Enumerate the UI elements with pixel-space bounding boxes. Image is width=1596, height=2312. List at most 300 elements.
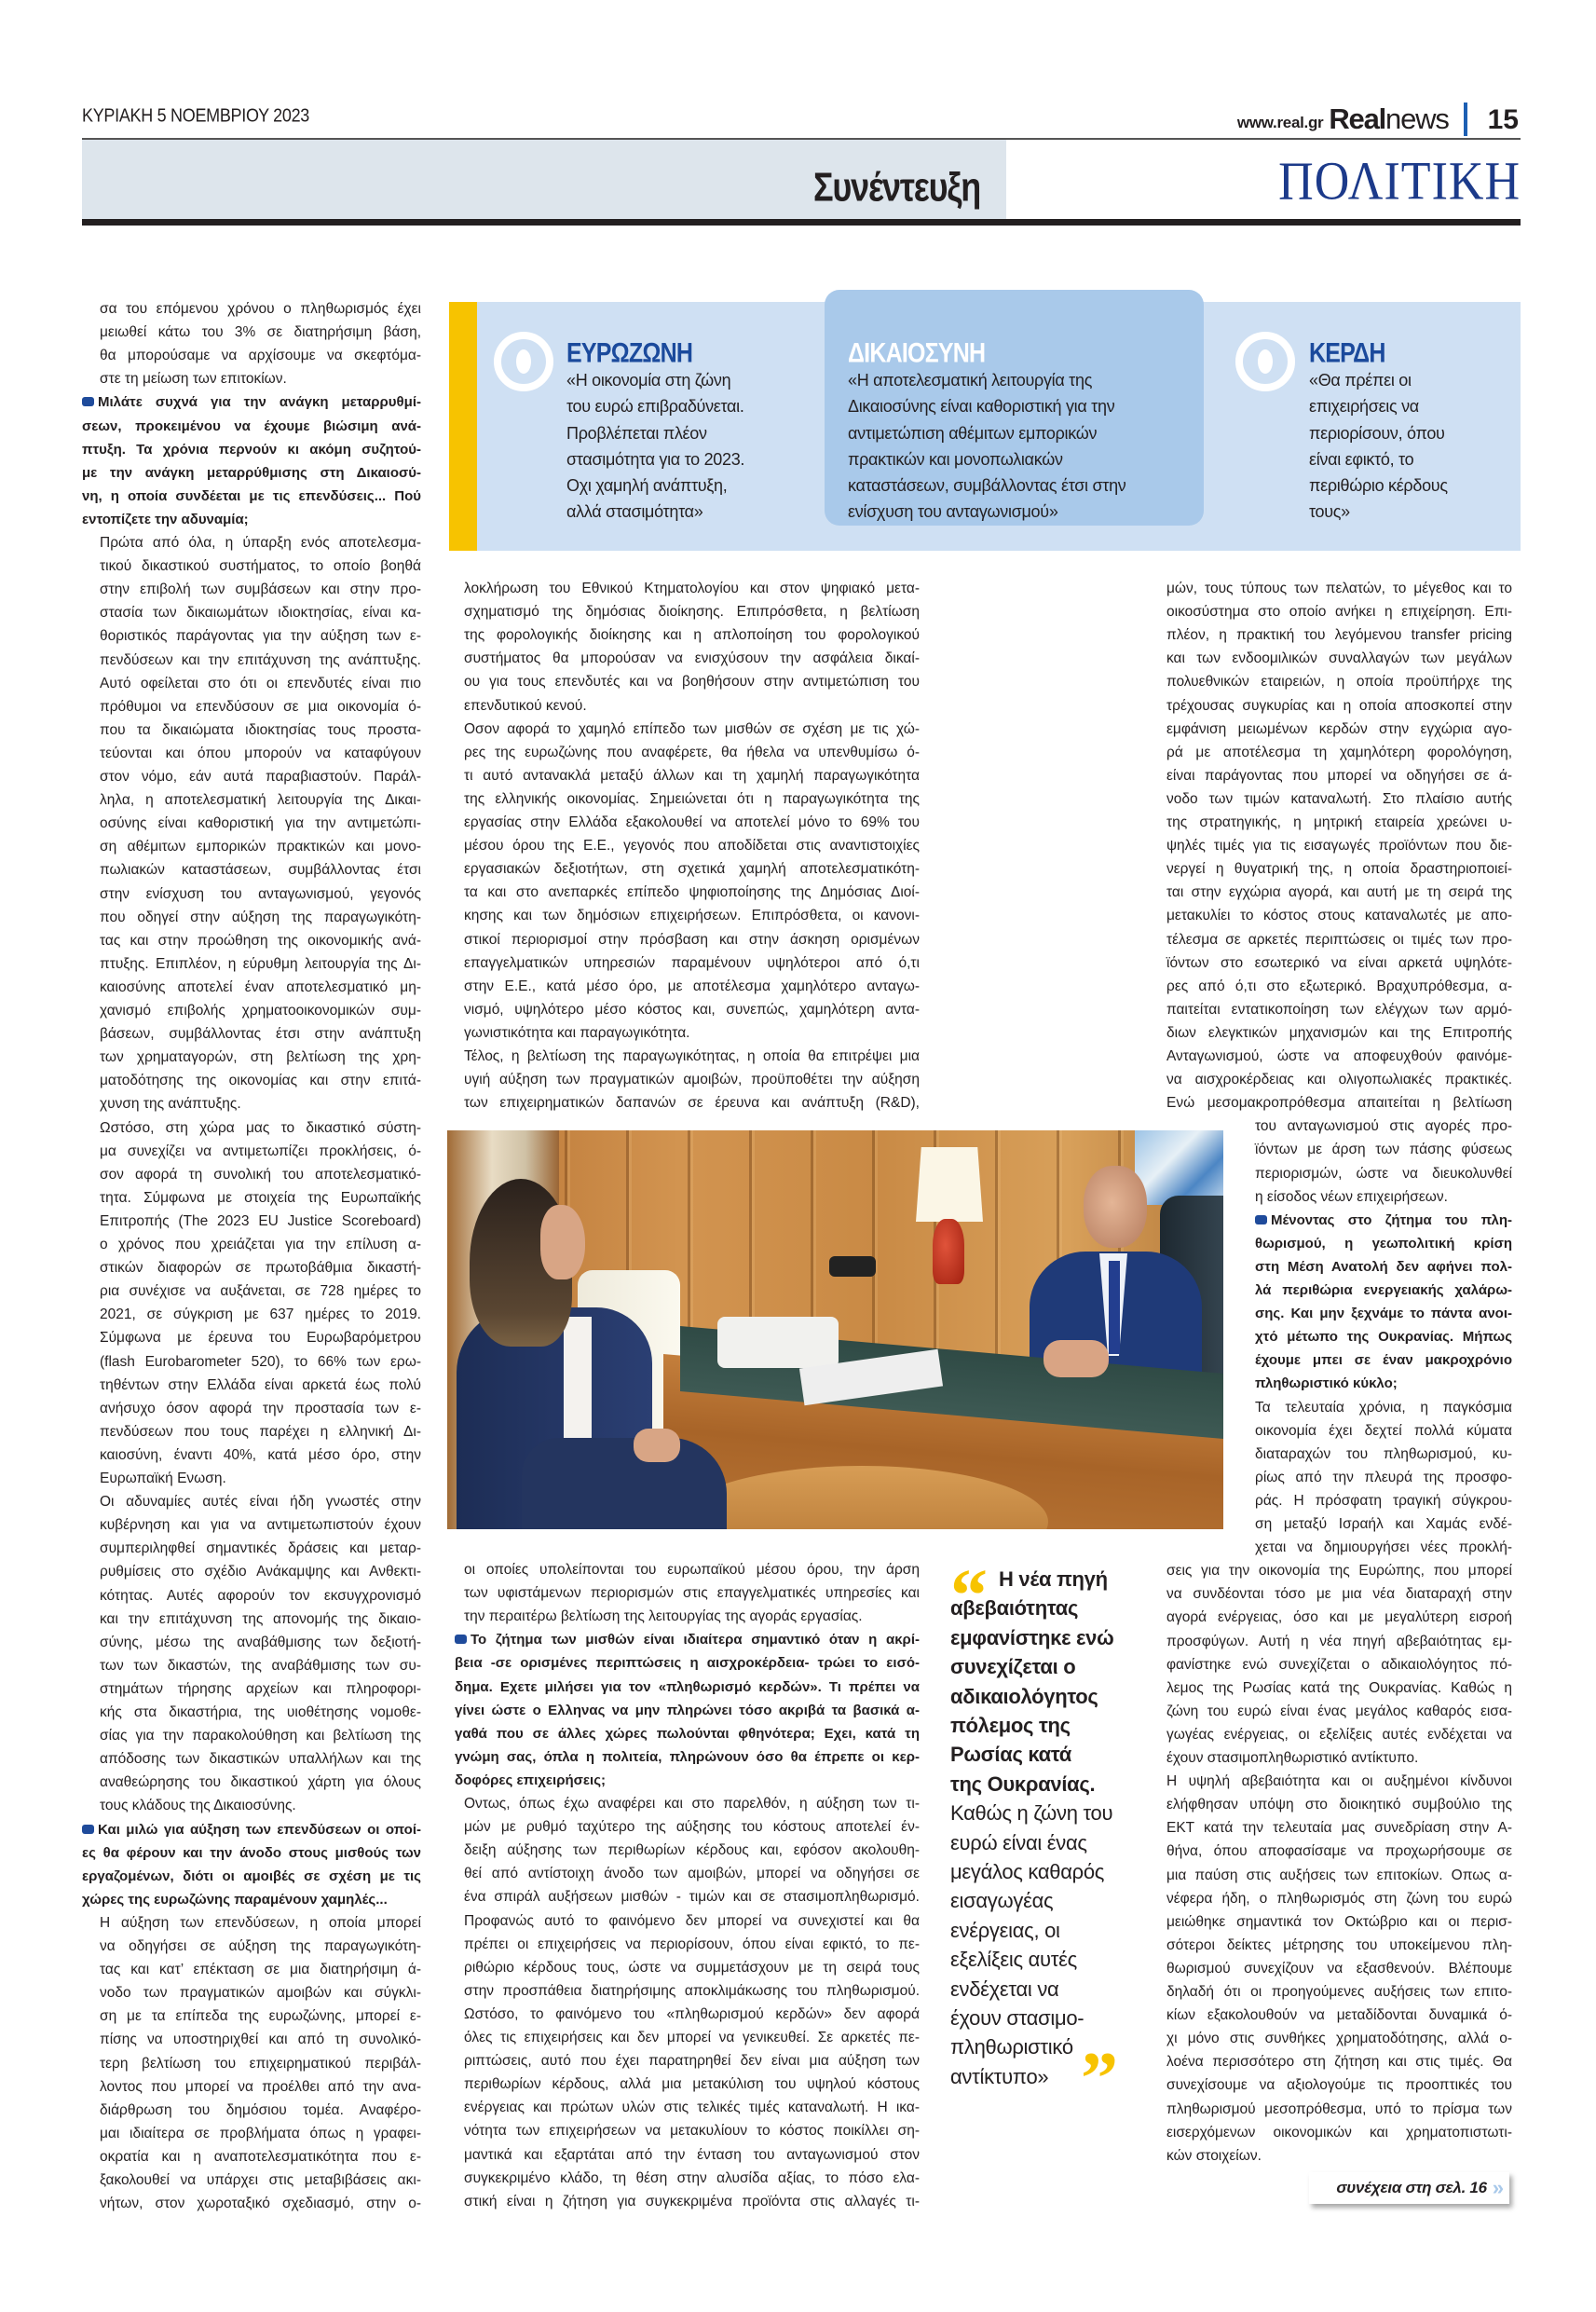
article-line bbox=[464, 1605, 920, 1628]
line-text: εξελίξεις αυτές bbox=[950, 1948, 1077, 1972]
article-line bbox=[464, 904, 920, 927]
line-text: νήτων, στον χωροταξικό σχεδιασμό, στην ο- bbox=[100, 2196, 421, 2212]
line-text: Αυτό οφείλεται στο ότι οι επενδυτές είναι πιο bbox=[100, 675, 421, 691]
article-line bbox=[1166, 647, 1512, 670]
line-text: γνώμη σας, όπλα η πολιτεία, πληρώνουν όσο θα έπρεπε οι κερ- bbox=[455, 1748, 920, 1765]
line-text: ρες από ό,τι στο εξωτερικό. Βραχυπρόθεσμα, α- bbox=[1166, 978, 1512, 994]
article-line bbox=[1166, 2050, 1512, 2073]
line-text: πληθωριστικό κύκλο; bbox=[1255, 1375, 1398, 1392]
article-line bbox=[464, 834, 920, 857]
article-line bbox=[100, 1677, 421, 1701]
article-line bbox=[100, 672, 421, 695]
question-line bbox=[82, 461, 421, 485]
line-text: αδικαιολόγητος bbox=[950, 1684, 1098, 1708]
article-line bbox=[464, 718, 920, 741]
line-text: ται στην εγχώρια αγορά, και αυτή με τη σειρά της bbox=[1166, 884, 1512, 901]
article-line bbox=[100, 1022, 421, 1046]
line-text: με την ανάγκη μεταρρύθμισης στη Δικαιοσύ- bbox=[82, 464, 421, 481]
article-line bbox=[464, 2096, 920, 2119]
line-text: μεγάλος καθαρός bbox=[950, 1860, 1105, 1883]
line-text: οικοσύστημα στο οποίο ανήκει η επιχείρηση. Επι- bbox=[1166, 604, 1512, 621]
line-text: χανισμό επιβολής χρηματοοικονομικών συμ- bbox=[100, 1003, 421, 1019]
article-line bbox=[1255, 1512, 1512, 1536]
article-line bbox=[464, 1581, 920, 1605]
article-line bbox=[464, 1068, 920, 1091]
article-line bbox=[464, 1792, 920, 1815]
article-line bbox=[1166, 2027, 1512, 2050]
line-text: ου για τους επενδυτές και να βοηθήσουν στην αντιμετώπιση του bbox=[464, 674, 920, 691]
article-line bbox=[1255, 1536, 1512, 1559]
highlight-quote-line: «Θα πρέπει οι bbox=[1309, 371, 1412, 390]
line-text: ϊόντων στο εσωτερικό να είναι αρκετά υψηλότε- bbox=[1166, 954, 1512, 971]
article-line bbox=[100, 367, 421, 390]
line-text: λοντος που μπορεί να προέλθει από την ανα- bbox=[100, 2078, 421, 2095]
line-text: σίας για την παρακολούθηση και βελτίωση της bbox=[100, 1728, 421, 1744]
highlight-quote-line: του ευρώ επιβραδύνεται. bbox=[566, 397, 744, 417]
continued-label: συνέχεια στη σελ. 16 bbox=[1336, 2179, 1487, 2196]
header-thick-rule bbox=[82, 219, 1521, 226]
article-line bbox=[1166, 694, 1512, 718]
accent-bar bbox=[449, 302, 477, 551]
article-line bbox=[100, 1467, 421, 1490]
line-text: μετακυλίει το κόστος στους καταναλωτές με απο- bbox=[1166, 908, 1512, 924]
line-text: έχουν στασιμοπληθωριστικό αντίκτυπο. bbox=[1166, 1750, 1419, 1766]
article-line bbox=[1166, 904, 1512, 927]
line-text: να συνδέονται τόσο με μια νέα διαταραχή στην bbox=[1166, 1586, 1512, 1603]
line-text: δοφόρες επιχειρήσεις; bbox=[455, 1772, 606, 1788]
article-line bbox=[1166, 2144, 1512, 2168]
line-text: καιοσύνη, έναντι 40%, κατά μέσο όρο, στην bbox=[100, 1446, 421, 1463]
line-text: θήνα, όπου αποφασίσαμε να προχωρήσουμε σε bbox=[1166, 1843, 1512, 1860]
article-line bbox=[100, 1911, 421, 1935]
line-text: κών στοιχείων. bbox=[1166, 2147, 1262, 2164]
line-text: στον νόμο, εάν αυτά παραβιαστούν. Παράλ- bbox=[100, 769, 421, 785]
article-line bbox=[100, 1490, 421, 1513]
line-text: Η νέα πηγή bbox=[999, 1567, 1108, 1591]
question-line bbox=[1255, 1209, 1512, 1232]
line-text: της ελληνικής οικονομίας. Σημειώνεται ότι η παραγωγικότητα της bbox=[464, 790, 920, 807]
article-line bbox=[100, 1631, 421, 1654]
article-line bbox=[1166, 1091, 1512, 1115]
line-text: εμφανίστηκε ενώ bbox=[950, 1625, 1114, 1649]
pull-quote-line bbox=[950, 1945, 1141, 1974]
line-text: Οντως, όπως έχω αναφέρει και στο παρελθόν, η αύξηση των τι- bbox=[464, 1796, 920, 1812]
line-text: πτυξη. Τα χρόνια περνούν κι ακόμη συζητού- bbox=[82, 441, 421, 458]
line-text: συστήματος θα μπορούσαν να ενισχύσουν την ασφάλεια δικαί- bbox=[464, 650, 920, 667]
line-text: ο χρόνος που χρειάζεται για την επίλυση α- bbox=[100, 1237, 421, 1252]
line-text: Οσον αφορά το χαμηλό επίπεδο των μισθών σε σχέση με τις χώ- bbox=[464, 720, 920, 737]
article-line bbox=[100, 2168, 421, 2192]
line-text: της Ουκρανίας. bbox=[950, 1772, 1096, 1796]
question-line bbox=[455, 1745, 920, 1769]
article-line bbox=[100, 624, 421, 648]
line-text: νοδο των τιμών καταναλωτή. Στο πλαίσιο αυτής bbox=[1166, 790, 1512, 807]
line-text: δημα. Εχετε μιλήσει για τον «πληθωρισμό κερδών». Τι πρέπει να bbox=[455, 1678, 920, 1695]
line-text: οι οποίες υπολείπονται του ευρωπαϊκού μέσου όρου, την άρση bbox=[464, 1562, 920, 1578]
line-text: ριπτώσεις, αυτό που έχει παρατηρηθεί δεν είναι μια αύξηση των bbox=[464, 2053, 920, 2070]
article-line bbox=[464, 857, 920, 881]
pull-quote-line bbox=[950, 1857, 1141, 1886]
article-line bbox=[100, 2075, 421, 2099]
highlight-quote-line: περιθώριο κέρδους bbox=[1309, 476, 1448, 496]
line-text: ες θα φέρουν και την άνοδο στους μισθούς των bbox=[82, 1844, 421, 1861]
pull-quote-line bbox=[950, 1770, 1141, 1799]
article-line bbox=[1166, 1653, 1512, 1676]
line-text: απόδοσης των δικαστικών υπαλλήλων και της bbox=[100, 1751, 421, 1768]
line-text: εντοπίζετε την αδυναμία; bbox=[82, 511, 249, 527]
pull-quote-line bbox=[950, 2032, 1141, 2061]
highlight-quote-line: στασιμότητα για το 2023. bbox=[566, 449, 745, 469]
line-text: Σύμφωνα με έρευνα του Ευρωβαρόμετρου bbox=[100, 1330, 421, 1347]
line-text: Προφανώς αυτό το φαινόμενο δεν μπορεί να συνεχιστεί και θα bbox=[464, 1912, 920, 1929]
article-line bbox=[1166, 998, 1512, 1021]
question-line bbox=[82, 1841, 421, 1865]
line-text: κησης και των δημόσιων επιχειρήσεων. Επιπρόσθετα, οι κανονι- bbox=[464, 908, 920, 924]
line-text: μειώθηκε σημαντικά τον Οκτώβριο και οι περισ- bbox=[1166, 1913, 1512, 1930]
article-line bbox=[1166, 1559, 1512, 1582]
article-line bbox=[100, 1233, 421, 1256]
article-line bbox=[100, 1140, 421, 1163]
line-text: μα συνεχίζει να αντιμετωπίζει προκλήσεις, ό- bbox=[100, 1142, 421, 1159]
highlight-quote-line: Δικαιοσύνης είναι καθοριστική για την bbox=[848, 397, 1115, 417]
line-text: τι αυτό αντανακλά μεταξύ άλλων και τη χαμηλή παραγωγικότητα bbox=[464, 767, 920, 784]
line-text: των υφιστάμενων περιορισμών στις επαγγελματικές υπηρεσίες και bbox=[464, 1585, 920, 1602]
article-line bbox=[1166, 1700, 1512, 1723]
line-text: ΕΚΤ κατά την τελευταία μας συνεδρίαση στην Α- bbox=[1166, 1820, 1512, 1837]
pull-quote-line bbox=[950, 2004, 1141, 2032]
line-text: τας και στην προώθηση της οικονομικής ανά- bbox=[100, 932, 421, 949]
pull-quote-line bbox=[950, 1975, 1141, 2004]
line-text: συμπεριληφθεί σημαντικές δράσεις και μεταρ- bbox=[100, 1540, 421, 1557]
line-text: γωγέας ενέργειας, οι εξελίξεις αυτές ενδέχεται να bbox=[1166, 1726, 1512, 1743]
question-line bbox=[455, 1676, 920, 1699]
article-line bbox=[100, 1374, 421, 1397]
question-line bbox=[82, 1865, 421, 1888]
article-line bbox=[100, 1654, 421, 1677]
continued-on-page-link[interactable] bbox=[1309, 2172, 1509, 2204]
line-text: περιθωρίων κέρδους, αλλά μια μετακύλιση του υψηλού κόστους bbox=[464, 2076, 920, 2093]
line-text: ενέργειας και πρώτων υλών στις τελικές τιμές καταναλωτή. Η ικα- bbox=[464, 2100, 920, 2116]
article-line bbox=[464, 1558, 920, 1581]
question-bullet-icon bbox=[455, 1635, 467, 1644]
highlight-title: ΔΙΚΑΙΟΣΥΝΗ bbox=[848, 337, 986, 369]
line-text: Ωστόσο, το φαινόμενο του «πληθωρισμού κερδών» δεν αφορά bbox=[464, 2005, 920, 2022]
question-line bbox=[455, 1722, 920, 1745]
line-text: στε τη μείωση των επιτοκίων. bbox=[100, 371, 287, 388]
article-line bbox=[1166, 857, 1512, 881]
article-line bbox=[464, 577, 920, 600]
line-text: εισαγωγέας bbox=[950, 1889, 1054, 1913]
line-text: οσύνης είναι καθοριστική για την αντιμετώπι- bbox=[100, 815, 421, 832]
question-line bbox=[82, 508, 421, 531]
pull-quote-line bbox=[999, 1565, 1141, 1594]
target-circle-icon bbox=[1235, 332, 1295, 391]
line-text: ψηλές τιμές για τις εισαγωγές προϊόντων που διε- bbox=[1166, 838, 1512, 855]
article-line bbox=[464, 1862, 920, 1885]
article-line bbox=[1166, 1676, 1512, 1700]
question-line bbox=[82, 390, 421, 414]
article-line bbox=[100, 1607, 421, 1631]
line-text: συγκεκριμένο κλάδο, τη θέση στην αλυσίδα αξίας, το πόσο ελα- bbox=[464, 2169, 920, 2186]
line-text: κότητας. Αυτές αφορούν τον εκσυγχρονισμό bbox=[100, 1587, 421, 1604]
article-line bbox=[100, 929, 421, 952]
article-line bbox=[464, 928, 920, 951]
article-line bbox=[464, 1045, 920, 1068]
question-line bbox=[1255, 1279, 1512, 1302]
article-line bbox=[1166, 1840, 1512, 1863]
article-line bbox=[100, 1069, 421, 1092]
line-text: σύνης, μέσω της αναβάθμισης των δεξιοτή- bbox=[100, 1634, 421, 1650]
highlight-title: ΚΕΡΔΗ bbox=[1309, 337, 1385, 369]
line-text: διαταραχών του πληθωρισμού, κυ- bbox=[1255, 1445, 1512, 1462]
article-line bbox=[1166, 1770, 1512, 1793]
line-text: των των δικαστών, της αναβάθμισης των συ- bbox=[100, 1657, 421, 1674]
line-text: των επιχειρηματικών δαπανών σε έρευνα και ανάπτυξη (R&D), bbox=[464, 1095, 920, 1112]
article-line bbox=[464, 1909, 920, 1933]
line-text: Η υψηλή αβεβαιότητα και οι αυξημένοι κίνδυνοι bbox=[1166, 1773, 1512, 1790]
highlight-quote bbox=[1309, 367, 1448, 526]
article-line bbox=[1166, 1068, 1512, 1091]
pull-quote-line bbox=[950, 1828, 1141, 1857]
page-number: 15 bbox=[1487, 104, 1519, 135]
article-line bbox=[100, 2028, 421, 2051]
line-text: υγιή αύξηση των πραγματικών αμοιβών, προϋποθέτει την αύξηση bbox=[464, 1072, 920, 1088]
issue-date: ΚΥΡΙΑΚΗ 5 ΝΟΕΜΒΡΙΟΥ 2023 bbox=[82, 104, 310, 126]
article-line bbox=[1166, 764, 1512, 787]
article-line bbox=[1166, 2073, 1512, 2097]
line-text: γωνιστικότητα και παραγωγικότητα. bbox=[464, 1024, 690, 1041]
article-line bbox=[100, 952, 421, 976]
article-line bbox=[100, 999, 421, 1022]
highlight-quote-line: είναι εφικτό, το bbox=[1309, 449, 1414, 469]
article-line bbox=[464, 1885, 920, 1908]
line-text: σχηματισμό της δημόσιας διοίκησης. Επιπρόσθετα, η βελτίωση bbox=[464, 604, 920, 621]
line-text: ρίως από την πλευρά της προσφο- bbox=[1255, 1469, 1512, 1485]
line-text: σον αφορά τη συνολική του αποτελεσματικό- bbox=[100, 1166, 421, 1183]
line-text: των χρηματαγορών, στη βελτίωση της χρη- bbox=[100, 1049, 421, 1066]
line-text: λοκλήρωση του Εθνικού Κτηματολογίου και στον ψηφιακό μετα- bbox=[464, 581, 920, 596]
highlight-quote-line: καταστάσεων, συμβάλλοντας έτσι στην bbox=[848, 476, 1126, 496]
line-text: στη Μέση Ανατολή δεν αφήνει πολ- bbox=[1255, 1258, 1512, 1275]
line-text: διων ελεγκτικών μηχανισμών και της Επιτροπής bbox=[1166, 1024, 1512, 1041]
line-text: σα του επόμενου χρόνου ο πληθωρισμός έχει bbox=[100, 301, 421, 317]
article-line bbox=[1166, 1980, 1512, 2004]
line-text: χυνση της ανάπτυξης. bbox=[100, 1096, 241, 1113]
line-text: ρά με αποτέλεσμα τη χαμηλότερη φορολόγηση, bbox=[1166, 744, 1512, 760]
line-text: Μένοντας στο ζήτημα του πλη- bbox=[1271, 1211, 1512, 1228]
article-line bbox=[464, 998, 920, 1021]
site-url[interactable]: www.real.gr bbox=[1236, 114, 1324, 131]
line-text: Τέλος, η βελτίωση της παραγωγικότητας, η οποία θα επιτρέψει μια bbox=[464, 1048, 920, 1064]
line-text: εργασίας στην Ελλάδα εξακολουθεί να αποτελεί μόνο το 69% του bbox=[464, 814, 920, 830]
line-text: νοδο των πραγματικών αμοιβών και σύγκλι- bbox=[100, 1985, 421, 2002]
question-line bbox=[455, 1769, 920, 1792]
line-text: πόλεμος της bbox=[950, 1714, 1071, 1737]
article-line bbox=[100, 1210, 421, 1233]
line-text: εργασιακών δεξιοτήτων, στη σχετικά χαμηλή αποτελεσματικότη- bbox=[464, 861, 920, 878]
article-line bbox=[100, 1186, 421, 1210]
line-text: συνεχίσουμε να αξιολογούμε τις προοπτικές του bbox=[1166, 2077, 1512, 2094]
line-text: ση μεταξύ Ισραήλ και Χαμάς ενδέ- bbox=[1255, 1516, 1512, 1532]
line-text: ϊόντων με άρση των πάσης φύσεως bbox=[1255, 1142, 1512, 1158]
line-text: Το ζήτημα των μισθών είναι ιδιαίτερα σημαντικό όταν η ακρί- bbox=[471, 1632, 920, 1648]
article-line bbox=[464, 2119, 920, 2142]
article-line bbox=[100, 765, 421, 788]
line-text: χεται να δημιουργήσει νέες προκλή- bbox=[1255, 1539, 1512, 1556]
article-line bbox=[1166, 1723, 1512, 1746]
article-line bbox=[100, 1513, 421, 1537]
line-text: ριθώριο κέρδους τους, ώστε να συμμετάσχουν με τη σειρά τους bbox=[464, 1959, 920, 1976]
highlight-quote-line: Προβλέπεται πλέον bbox=[566, 423, 707, 443]
line-text: Ανταγωνισμού, ώστε να αποφευχθούν φαινόμε- bbox=[1166, 1048, 1512, 1064]
article-line bbox=[100, 812, 421, 835]
line-text: ρες της ευρωζώνης που αναφέρετε, θα ήθελα να υπενθυμίσω ό- bbox=[464, 744, 920, 760]
line-text: επαγγελματικών υπηρεσιών παραμένουν υψηλότεροι από ό,τι bbox=[464, 954, 920, 971]
article-line bbox=[100, 1350, 421, 1374]
line-text: της φορολογικής διοίκησης και η απλοποίηση του φορολογικού bbox=[464, 627, 920, 644]
article-line bbox=[100, 578, 421, 601]
line-text: οικονομία έχει δεχτεί πολλά κύματα bbox=[1255, 1422, 1512, 1439]
line-text: και την επιτάχυνση της απονομής της δικαιο- bbox=[100, 1610, 421, 1627]
pull-quote-line bbox=[950, 1740, 1141, 1769]
line-text: τεύονται και όπου μπορούν να καταφύγουν bbox=[100, 745, 421, 761]
line-text: να οδηγήσει σε αύξηση της παραγωγικότη- bbox=[100, 1938, 421, 1954]
article-line bbox=[464, 764, 920, 787]
line-text: στικοί περιορισμοί στην πρόσβαση και στην άσκηση ορισμένων bbox=[464, 931, 920, 948]
line-text: σης. Και μην ξεχνάμε το πάντα ανοι- bbox=[1255, 1306, 1512, 1322]
article-line bbox=[100, 906, 421, 929]
line-text: Ρωσίας κατά bbox=[950, 1743, 1071, 1767]
line-text: φανίστηκε ενώ συνεχίζεται ο αδικαιολόγητος πό- bbox=[1166, 1656, 1512, 1673]
line-text: ένα σπιράλ αυξήσεων μισθών - τιμών και σε στασιμοπληθωρισμό. bbox=[464, 1889, 920, 1906]
article-line bbox=[1255, 1396, 1512, 1419]
line-text: τερη βελτίωση του επιχειρηματικού περιβάλ- bbox=[100, 2055, 421, 2072]
article-line bbox=[1166, 951, 1512, 975]
article-line bbox=[1255, 1185, 1512, 1209]
line-text: μών με ρυθμό ταχύτερο της αύξησης του κόστους αποτελεί έν- bbox=[464, 1819, 920, 1836]
line-text: εργαζομένων, διότι οι αμοιβές σε σχέση με τις bbox=[82, 1867, 421, 1884]
line-text: τας και κατ’ επέκταση σε μια διατηρήσιμη ά- bbox=[100, 1962, 421, 1978]
article-line bbox=[100, 1116, 421, 1140]
highlight-quote-line: «Η οικονομία στη ζώνη bbox=[566, 371, 731, 390]
question-line bbox=[1255, 1232, 1512, 1255]
article-line bbox=[464, 2073, 920, 2096]
article-line bbox=[464, 1815, 920, 1839]
open-quote-icon: “ bbox=[950, 1555, 988, 1637]
highlight-quote-line: αλλά στασιμότητα» bbox=[566, 502, 703, 522]
pull-quote-line bbox=[950, 1711, 1141, 1740]
line-text: στην επιβολή των συμβάσεων και στην προ- bbox=[100, 581, 421, 598]
highlight-title: ΕΥΡΩΖΩΝΗ bbox=[566, 337, 693, 369]
article-line bbox=[100, 1771, 421, 1794]
question-line bbox=[1255, 1302, 1512, 1325]
article-line bbox=[1166, 718, 1512, 741]
line-text: τους κλάδους της Δικαιοσύνης. bbox=[100, 1798, 296, 1814]
article-line bbox=[1166, 811, 1512, 834]
line-text: τητα. Σύμφωνα με στοιχεία της Ευρωπαϊκής bbox=[100, 1189, 421, 1206]
article-line bbox=[1166, 1910, 1512, 1934]
highlight-quote bbox=[848, 367, 1126, 526]
highlight-quote-line: περιορίσουν, όπου bbox=[1309, 423, 1445, 443]
line-text: ση αθέμιτων εμπορικών πρακτικών και μονο- bbox=[100, 839, 421, 855]
line-text: νη, η οποία συνδέεται με τις επενδύσεις... Πού bbox=[82, 487, 421, 504]
line-text: Μιλάτε συχνά για την ανάγκη μεταρρυθμί- bbox=[98, 394, 421, 411]
article-line bbox=[100, 344, 421, 367]
line-text: Επιτροπής (The 2023 EU Justice Scoreboard) bbox=[100, 1212, 421, 1229]
article-line bbox=[100, 1046, 421, 1069]
article-line bbox=[1255, 1115, 1512, 1138]
article-line bbox=[464, 1021, 920, 1045]
line-text: ξακολουθεί να υπάρχει στις μεταβιβάσεις ακι- bbox=[100, 2172, 421, 2188]
line-text: πληθωριστικό bbox=[950, 2035, 1073, 2059]
line-text: πληθωρισμού μεσοπρόθεσμα, υπό το πρίσμα των bbox=[1166, 2100, 1512, 2117]
article-line bbox=[464, 975, 920, 998]
line-text: που τα δικαιώματα ιδιοκτησίας τους προστα- bbox=[100, 721, 421, 738]
line-text: στική είναι η ζήτηση για συγκεκριμένα προϊόντα στις αλλαγές τι- bbox=[464, 2193, 920, 2209]
article-line bbox=[464, 811, 920, 834]
article-line bbox=[1166, 1045, 1512, 1068]
line-text: Η αύξηση των επενδύσεων, η οποία μπορεί bbox=[100, 1914, 421, 1931]
article-line bbox=[464, 2003, 920, 2026]
question-line bbox=[1255, 1348, 1512, 1372]
line-text: μέσου όρου της Ε.Ε., γεγονός που αποδίδεται στις αναντιστοιχίες bbox=[464, 838, 920, 855]
article-line bbox=[464, 1956, 920, 1979]
article-line bbox=[100, 1747, 421, 1771]
article-line bbox=[100, 1560, 421, 1583]
line-text: πολυεθνικών εταιρειών, η οποία προϋπήρχε της bbox=[1166, 674, 1512, 691]
line-text: Ενώ μεσομακροπρόθεσμα απαιτείται η βελτίωση bbox=[1166, 1095, 1512, 1112]
line-text: νέφερα ήδη, ο πληθωρισμός στη ζώνη του ευρώ bbox=[1166, 1890, 1512, 1907]
article-line bbox=[100, 1537, 421, 1560]
highlight-quote-line: πρακτικών και μονοπωλιακών bbox=[848, 449, 1063, 469]
article-line bbox=[1166, 1746, 1512, 1770]
line-text: ευρώ είναι ένας bbox=[950, 1830, 1087, 1854]
article-line bbox=[100, 2192, 421, 2215]
line-text: όλες τις επιχειρήσεις και δεν μπορεί να γενικευθεί. Σε αρκετές πε- bbox=[464, 2030, 920, 2045]
line-text: ενέργειας, οι bbox=[950, 1918, 1060, 1942]
article-line bbox=[464, 694, 920, 718]
line-text: τρέχουσας συγκυρίας και η οποία αποσκοπεί στην bbox=[1166, 697, 1512, 714]
question-line bbox=[82, 485, 421, 508]
line-text: Και μιλώ για αύξηση των επενδύσεων οι οποί- bbox=[98, 1821, 421, 1838]
article-line bbox=[100, 976, 421, 999]
article-line bbox=[464, 2167, 920, 2190]
article-line bbox=[464, 1839, 920, 1862]
line-text: πτυξης. Επιπλέον, η εύρυθμη λειτουργία της Δι- bbox=[100, 955, 421, 972]
line-text: έχουν στασιμο- bbox=[950, 2006, 1084, 2030]
line-text: Τα τελευταία χρόνια, η παγκόσμια bbox=[1255, 1399, 1512, 1416]
line-text: μειωθεί κάτω του 3% σε διατηρήσιμη βάση, bbox=[100, 324, 421, 341]
article-line bbox=[1166, 2098, 1512, 2121]
line-text: στην Ε.Ε., κατά μέσο όρο, με αποτέλεσμα χαμηλότερο ανταγω- bbox=[464, 978, 920, 994]
question-line bbox=[1255, 1325, 1512, 1348]
article-line bbox=[100, 1981, 421, 2004]
line-text: βάσεων, συμβάλλοντας έτσι στην ανάπτυξη bbox=[100, 1026, 421, 1043]
pull-quote-line bbox=[950, 1682, 1141, 1711]
line-text: εμφάνιση μειωμένων κερδών στην εγχώρια αγο- bbox=[1166, 720, 1512, 737]
line-text: Καθώς η ζώνη του bbox=[950, 1801, 1113, 1826]
article-line bbox=[1166, 1021, 1512, 1045]
article-line bbox=[464, 1091, 920, 1115]
line-text: λεμος της Ρωσίας κατά της Ουκρανίας. Καθώς η bbox=[1166, 1679, 1512, 1696]
article-line bbox=[100, 2099, 421, 2122]
article-line bbox=[100, 1092, 421, 1115]
line-text: του ανταγωνισμού στις αγορές προ- bbox=[1255, 1118, 1512, 1135]
highlight-quote-line: τους» bbox=[1309, 502, 1350, 522]
article-line bbox=[464, 2049, 920, 2073]
line-text: 2021, σε σύγκριση με 637 ημέρες το 2019. bbox=[100, 1306, 421, 1323]
line-text: θωρισμού συνεχίζουν να εξασθενούν. Βλέπουμε bbox=[1166, 1960, 1512, 1977]
